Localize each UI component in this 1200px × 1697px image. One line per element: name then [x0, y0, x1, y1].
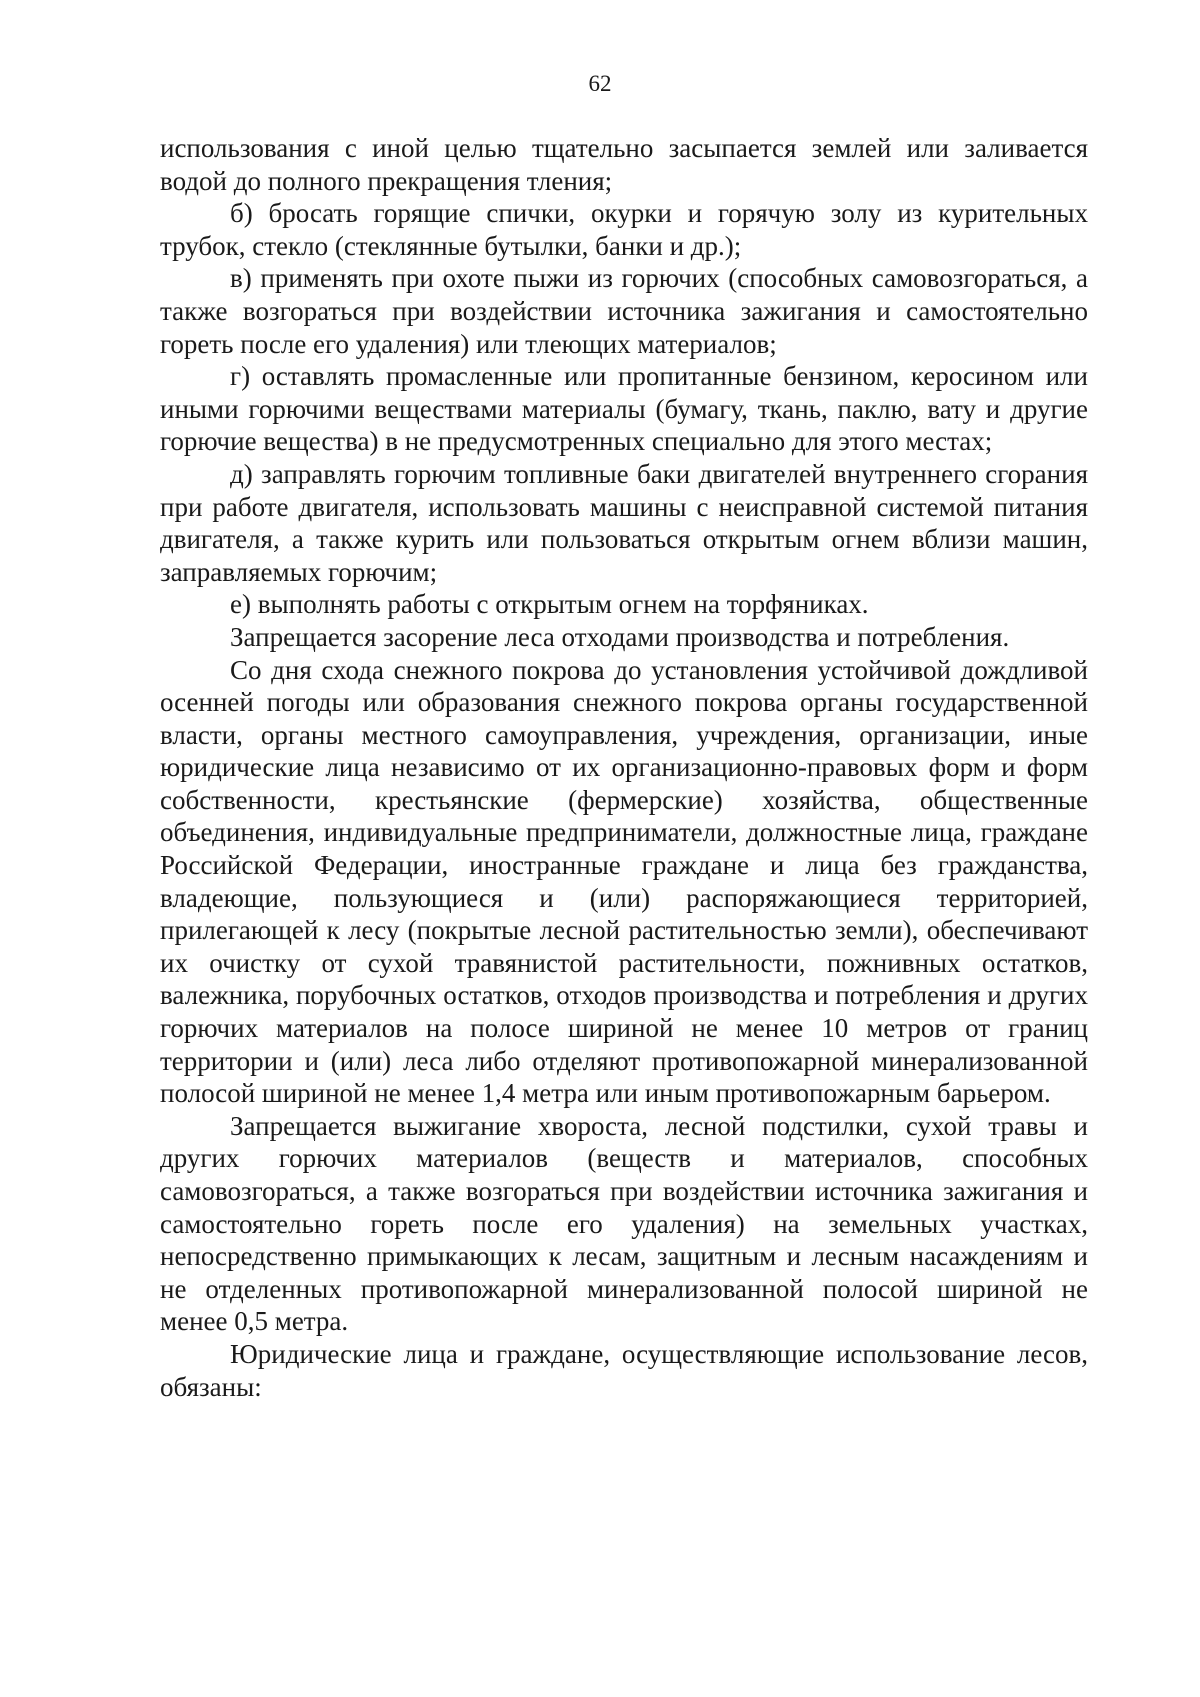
- list-item-b: б) бросать горящие спички, окурки и горячую золу из курительных трубок, стекло (стеклянные бутылки, банки и др.);: [160, 198, 1088, 261]
- paragraph-waste-prohibition: Запрещается засорение леса отходами производства и потребления.: [230, 621, 1010, 652]
- paragraph-obligations-intro: Юридические лица и граждане, осуществляющие использование лесов, обязаны:: [160, 1338, 1088, 1402]
- list-item-v: в) применять при охоте пыжи из горючих (способных самовозгораться, а также возгораться при воздействии источника зажигания и самостоятельно гореть после его удаления) или тлеющих материалов;: [160, 263, 1088, 359]
- paragraph-burning-prohibition: Запрещается выжигание хвороста, лесной подстилки, сухой травы и других горючих материалов (веществ и материалов, способных самовозгораться, а также возгораться при воздействии источника зажигания и самостоятельно гореть после его удаления) на земельных участках, непосредственно примыкающих к лесам, защитным и лесным насаждениям и не отделенных противопожарной минерализованной полосой шириной не менее 0,5 метра.: [160, 1110, 1088, 1337]
- paragraph-continuation: использования с иной целью тщательно засыпается землей или заливается водой до полного прекращения тления;: [160, 133, 1088, 196]
- list-item-e: е) выполнять работы с открытым огнем на торфяниках.: [230, 589, 869, 620]
- page-number: 62: [588, 71, 612, 96]
- list-item-d: д) заправлять горючим топливные баки двигателей внутреннего сгорания при работе двигателя, использовать машины с неисправной системой питания двигателя, а также курить или пользоваться открытым огнем вблизи машин, заправляемых горючим;: [160, 458, 1088, 587]
- list-item-g: г) оставлять промасленные или пропитанные бензином, керосином или иными горючими веществами материалы (бумагу, ткань, паклю, вату и другие горючие вещества) в не предусмотренных специально для этого местах;: [160, 361, 1088, 457]
- document-body: [160, 132, 1088, 1403]
- paragraph-clearing-obligation: Со дня схода снежного покрова до установления устойчивой дождливой осенней погоды или образования снежного покрова органы государственной власти, органы местного самоуправления, учреждения, организации, иные юридические лица независимо от их организационно-правовых форм и форм собственности, крестьянские (фермерские) хозяйства, общественные объединения, индивидуальные предприниматели, должностные лица, граждане Российской Федерации, иностранные граждане и лица без гражданства, владеющие, пользующиеся и (или) распоряжающиеся территорией, прилегающей к лесу (покрытые лесной растительностью земли), обеспечивают их очистку от сухой травянистой растительности, пожнивных остатков, валежника, порубочных остатков, отходов производства и потребления и других горючих материалов на полосе шириной не менее 10 метров от границ территории и (или) леса либо отделяют противопожарной минерализованной полосой шириной не менее 1,4 метра или иным противопожарным барьером.: [160, 654, 1088, 1109]
